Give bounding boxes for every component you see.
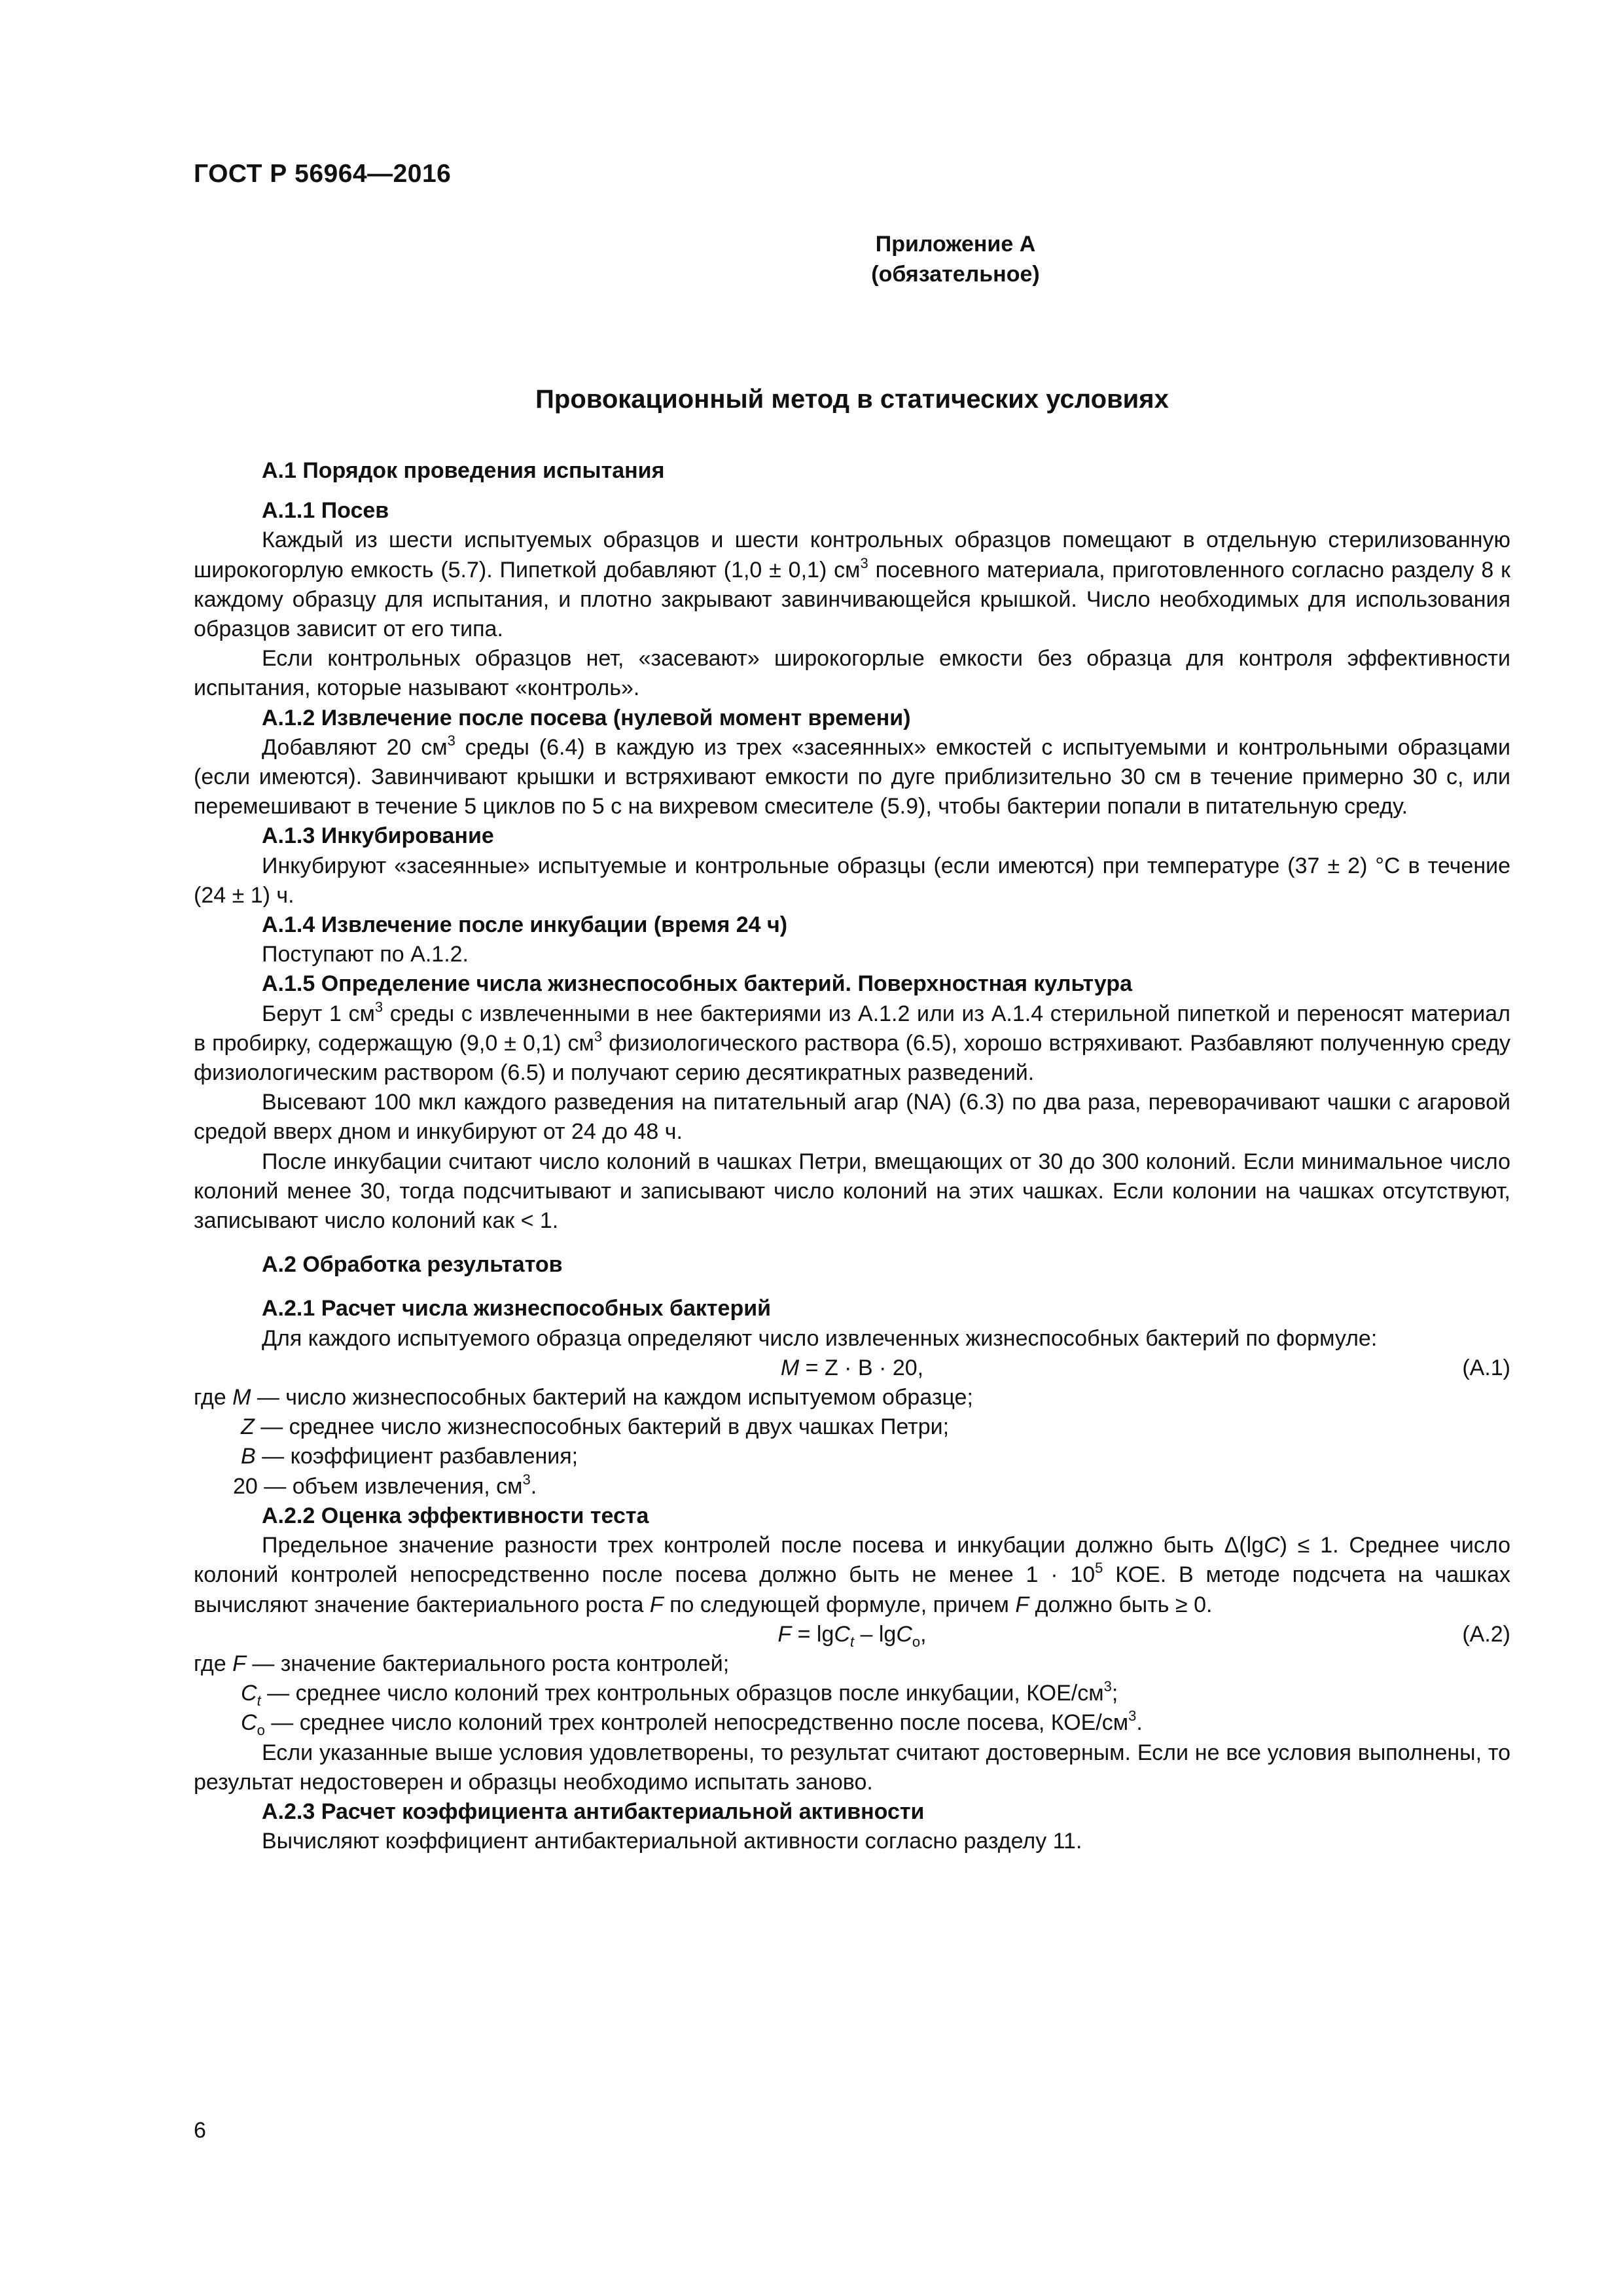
paragraph: Для каждого испытуемого образца определяют число извлеченных жизнеспособных бактерий по формуле: (262, 1325, 1378, 1351)
definition-f: где F — значение бактериального роста контролей; (194, 1651, 730, 1676)
section-a2-2-heading: А.2.2 Оценка эффективности теста (262, 1503, 649, 1528)
paragraph: Добавляют 20 $см^3$ среды (6.4) в каждую из трех «засеянных» емкостей с испытуемыми и контрольными образцами (если имеются). Завинчивают крышки и встряхивают емкости по дуге приблизительно 30 см в течение примерно 30 с, или перемешивают в течение 5 циклов по 5 с на вихревом смесителе (5.9), чтобы бактерии попали в питательную среду. (194, 732, 1510, 819)
section-a1-heading: А.1 Порядок проведения испытания (262, 458, 665, 483)
annex-status: (обязательное) (871, 262, 1040, 287)
definition-z: Z — среднее число жизнеспособных бактерий в двух чашках Петри; (241, 1414, 950, 1440)
section-a1-4-heading: А.1.4 Извлечение после инкубации (время 24 ч) (262, 912, 788, 938)
formula-number: (А.2) (1462, 1621, 1510, 1647)
paragraph: Если контрольных образцов нет, «засевают» широкогорлые емкости без образца для контроля эффективности испытания, которые называют «контроль». (194, 646, 1510, 701)
annex-title: Провокационный метод в статических условиях (535, 385, 1169, 414)
section-a2-1-heading: А.2.1 Расчет числа жизнеспособных бактерий (262, 1296, 772, 1321)
definition-b: B — коэффициент разбавления; (241, 1444, 579, 1469)
document-code: ГОСТ Р 56964—2016 (194, 160, 452, 188)
formula-a1: M = Z · B · 20, (А.1) (194, 1354, 1510, 1383)
paragraph: Предельное значение разности трех контролей после посева и инкубации должно быть Δ(lgC) ≤ 1. Среднее число колоний контролей непосредственно после посева должно быть не менее $1 \cdot 10^5$ КОЕ. В методе подсчета на чашках вычисляют значение бактериального роста F по следующей формуле, причем F должно быть ≥ 0. (194, 1533, 1510, 1617)
paragraph: Берут 1 $см^3$ среды с извлеченными в нее бактериями из А.1.2 или из А.1.4 стерильной пипеткой и переносят материал в пробирку, содержащую (9,0 ± 0,1) $см^3$ физиологического раствора (6.5), хорошо встряхивают. Разбавляют полученную среду физиологическим раствором (6.5) и получают серию десятикратных разведений. (194, 998, 1511, 1086)
document-body (194, 456, 1510, 1856)
definition-ct: $C_t$ — среднее число колоний трех контрольных образцов после инкубации, КОЕ/$см^3$; (241, 1678, 1118, 1710)
definition-co: $C_o$ — среднее число колоний трех контролей непосредственно после посева, КОЕ/$см^3$. (241, 1708, 1143, 1739)
definition-m: где M — число жизнеспособных бактерий на каждом испытуемом образце; (194, 1385, 973, 1410)
page-number: 6 (194, 2118, 206, 2143)
paragraph: Поступают по А.1.2. (262, 942, 469, 967)
section-a2-3-heading: А.2.3 Расчет коэффициента антибактериальной активности (262, 1799, 925, 1824)
paragraph: Если указанные выше условия удовлетворены, то результат считают достоверным. Если не все условия выполнены, то результат недостоверен и образцы необходимо испытать заново. (194, 1740, 1510, 1795)
paragraph: После инкубации считают число колоний в чашках Петри, вмещающих от 30 до 300 колоний. Если минимальное число колоний менее 30, тогда подсчитывают и записывают число колоний на этих чашках. Если колонии на чашках отсутствуют, записывают число колоний как < 1. (194, 1149, 1510, 1234)
paragraph: Каждый из шести испытуемых образцов и шести контрольных образцов помещают в отдельную стерилизованную широкогорлую емкость (5.7). Пипеткой добавляют (1,0 ± 0,1) $см^3$ посевного материала, приготовленного согласно разделу 8 к каждому образцу для испытания, и плотно закрывают завинчивающейся крышкой. Число необходимых для использования образцов зависит от его типа. (194, 528, 1510, 642)
section-a1-1-heading: А.1.1 Посев (262, 498, 389, 524)
section-a1-5-heading: А.1.5 Определение числа жизнеспособных бактерий. Поверхностная культура (262, 971, 1133, 997)
paragraph: Инкубируют «засеянные» испытуемые и контрольные образцы (если имеются) при температуре (37 ± 2) °С в течение (24 ± 1) ч. (194, 853, 1510, 908)
formula-number: (А.1) (1462, 1355, 1510, 1380)
section-a2-heading: А.2 Обработка результатов (262, 1252, 563, 1278)
paragraph: Вычисляют коэффициент антибактериальной активности согласно разделу 11. (262, 1829, 1082, 1854)
definition-20: 20 — объем извлечения, $см^3$. (233, 1471, 537, 1499)
formula-a2: F = lgC$_t$ – lgC$_o$, (А.2) (194, 1620, 1510, 1649)
section-a1-2-heading: А.1.2 Извлечение после посева (нулевой момент времени) (262, 705, 911, 730)
paragraph: Высевают 100 мкл каждого разведения на питательный агар (NA) (6.3) по два раза, переворачивают чашки с агаровой средой вверх дном и инкубируют от 24 до 48 ч. (194, 1090, 1510, 1145)
annex-label: Приложение А (875, 232, 1036, 257)
section-a1-3-heading: А.1.3 Инкубирование (262, 823, 494, 849)
